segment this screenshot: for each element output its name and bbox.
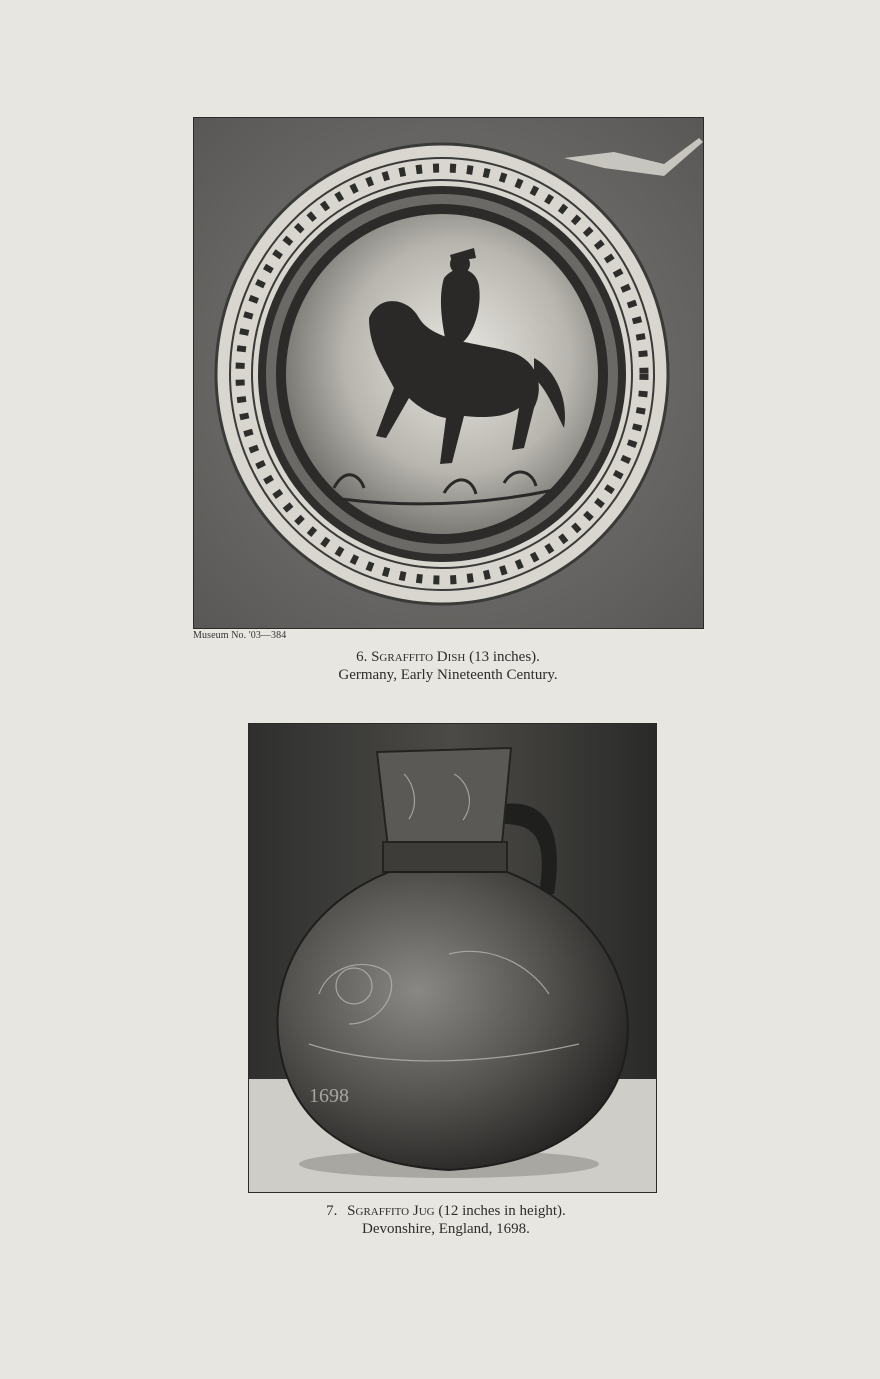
jug-caption-line1 [6,1202,880,1220]
jug-caption-line2: Devonshire, England, 1698. [362,1221,530,1237]
dish-caption-line1 [8,648,880,666]
jug-photograph [248,723,657,1193]
dish-illustration [194,118,703,628]
dish-caption [8,648,880,684]
dish-caption-title: Sgraffito Dish [371,649,466,665]
dish-photograph [193,117,704,629]
dish-caption-line2: Germany, Early Nineteenth Century. [338,667,558,683]
jug-caption-dims: (12 inches in height). [438,1203,566,1219]
jug-date-inscription: 1698 [309,1085,349,1107]
jug-illustration [249,724,656,1192]
dish-caption-dims: (13 inches). [469,649,540,665]
jug-caption [6,1202,880,1238]
jug-caption-number: 7. [326,1203,338,1219]
museum-number: Museum No. '03—384 [193,630,287,641]
jug-caption-title: Sgraffito Jug [347,1203,435,1219]
dish-caption-number: 6. [356,649,368,665]
